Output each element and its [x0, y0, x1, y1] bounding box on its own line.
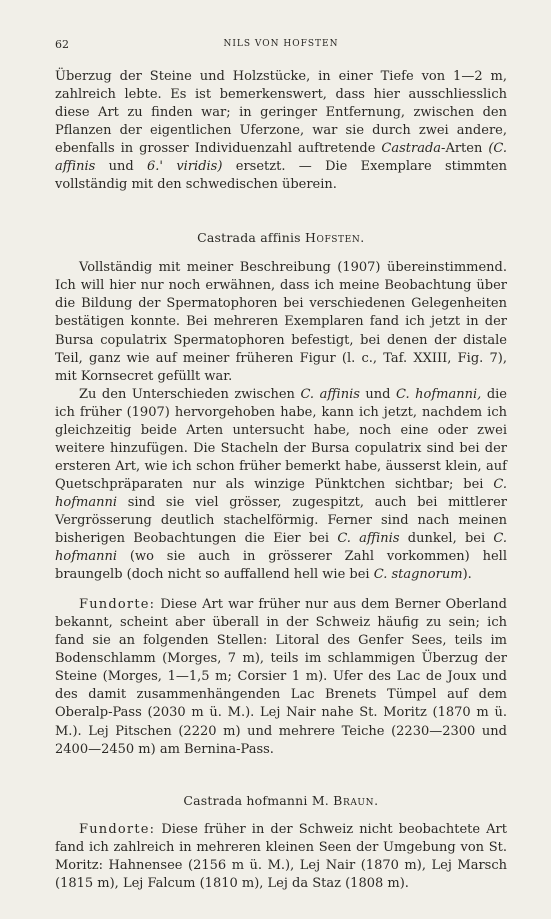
- species-name: C. affinis: [300, 386, 360, 402]
- species-name: C. hofmanni: [55, 476, 507, 510]
- species-name: C. affinis: [337, 531, 400, 547]
- paragraph-continuation: [55, 68, 507, 194]
- text-run: (wo sie auch in grösserer Zahl vorkommen) hell braungelb (doch nicht so auffallend hell wie bei: [55, 549, 507, 583]
- page-header: [55, 38, 507, 54]
- species-name: (C. affinis: [55, 141, 507, 175]
- text-run: Vollständig mit meiner Beschreibung (1907) übereinstimmend. Ich will hier nur noch erwähnen, dass ich meine Beobachtung über die Bildung der Spermatophoren bei verschiedenen Gelegenheiten bestätigen konnte. Bei mehreren Exemplaren fand ich jetzt in der Bursa copulatrix Spermatophoren befestigt, bei denen der distale Teil, ganz wie auf meiner früheren Figur (l. c., Taf. XXIII, Fig. 7), mit Kornsecret gefüllt war.: [55, 260, 507, 384]
- text-run: -Arten: [441, 141, 489, 157]
- text-run: ersetzt. — Die Exemplare stimmten vollständig mit den schwedischen überein.: [55, 159, 507, 193]
- fundorte-label: Fundorte:: [79, 597, 156, 613]
- species-name: C. hofmanni: [55, 531, 508, 565]
- text-run: sind sie viel grösser, zugespitzt, auch bei mittlerer Vergrösserung deutlich stachelförmig. Ferner sind nach meinen bisherigen Beobachtungen die Eier bei: [55, 494, 507, 547]
- species-name: 6.' viridis): [147, 159, 223, 175]
- text-run: und: [95, 159, 148, 175]
- text-run: Überzug der Steine und Holzstücke, in einer Tiefe von 1—2 m, zahlreich lebte. Es ist bemerkenswert, dass hier ausschliesslich diese Art zu finden war; in geringer Entfernung, zwischen den Pflanzen der eigentlichen Uferzone, war sie durch zwei andere, ebenfalls in grosser Individuenzahl auftretende: [55, 69, 507, 157]
- section-author: Hofsten.: [304, 230, 365, 246]
- paragraph-fundorte-hofmanni: [55, 821, 507, 893]
- section-heading-castrada-affinis: [55, 229, 507, 247]
- paragraph-description: [55, 259, 507, 385]
- text-run: Diese früher in der Schweiz nicht beobachtete Art fand ich zahlreich in mehreren kleinen Seen der Umgebung von St. Moritz: Hahnensee (2156 m ü. M.), Lej Nair (1870 m), Lej Marsch (1815 m), Lej Falcum (1810 m), Lej da Staz (1808 m).: [55, 821, 507, 891]
- text-run: ).: [462, 567, 472, 583]
- species-name: C. stagnorum: [373, 567, 463, 583]
- text-run: die ich früher (1907) hervorgehoben habe, kann ich jetzt, nachdem ich gleichzeitig beide Arten untersucht habe, noch eine oder zwei weitere hinzufügen. Die Stacheln der Bursa copulatrix sind bei der ersteren Art, wie ich schon früher bemerkt habe, äusserst klein, auf Quetschpräparaten nur als winzige Pünktchen sichtbar; bei: [55, 386, 507, 492]
- species-name: C. hofmanni,: [396, 386, 482, 402]
- page-number: 62: [55, 38, 69, 51]
- section-title: Castrada affinis: [197, 230, 305, 246]
- section-author: Braun.: [333, 792, 379, 808]
- text-run: Zu den Unterschieden zwischen: [79, 386, 301, 402]
- text-run: dunkel, bei: [399, 531, 494, 547]
- section-author-prefix: M.: [311, 792, 334, 808]
- genus-name: Castrada: [381, 141, 442, 157]
- section-title: Castrada hofmanni: [183, 792, 312, 808]
- text-run: und: [359, 386, 397, 402]
- section-heading-castrada-hofmanni: [55, 792, 507, 810]
- page-body: [55, 68, 507, 893]
- running-head: NILS VON HOFSTEN: [223, 39, 339, 49]
- paragraph-fundorte-affinis: [55, 596, 507, 758]
- text-run: Diese Art war früher nur aus dem Berner Oberland bekannt, scheint aber überall in der Schweiz häufig zu sein; ich fand sie an folgenden Stellen: Litoral des Genfer Sees, teils im Bodenschlamm (Morges, 7 m), teils im schlammigen Überzug der Steine (Morges, 1—1,5 m; Corsier 1 m). Ufer des Lac de Joux und des damit zusammenhängenden Lac Brenets Tümpel auf dem Oberalp-Pass (2030 m ü. M.). Lej Nair nahe St. Moritz (1870 m ü. M.). Lej Pitschen (2220 m) und mehrere Teiche (2230—2300 und 2400—2450 m) am Bernina-Pass.: [55, 597, 507, 757]
- paragraph-differences: [55, 386, 507, 585]
- fundorte-label: Fundorte:: [79, 821, 156, 837]
